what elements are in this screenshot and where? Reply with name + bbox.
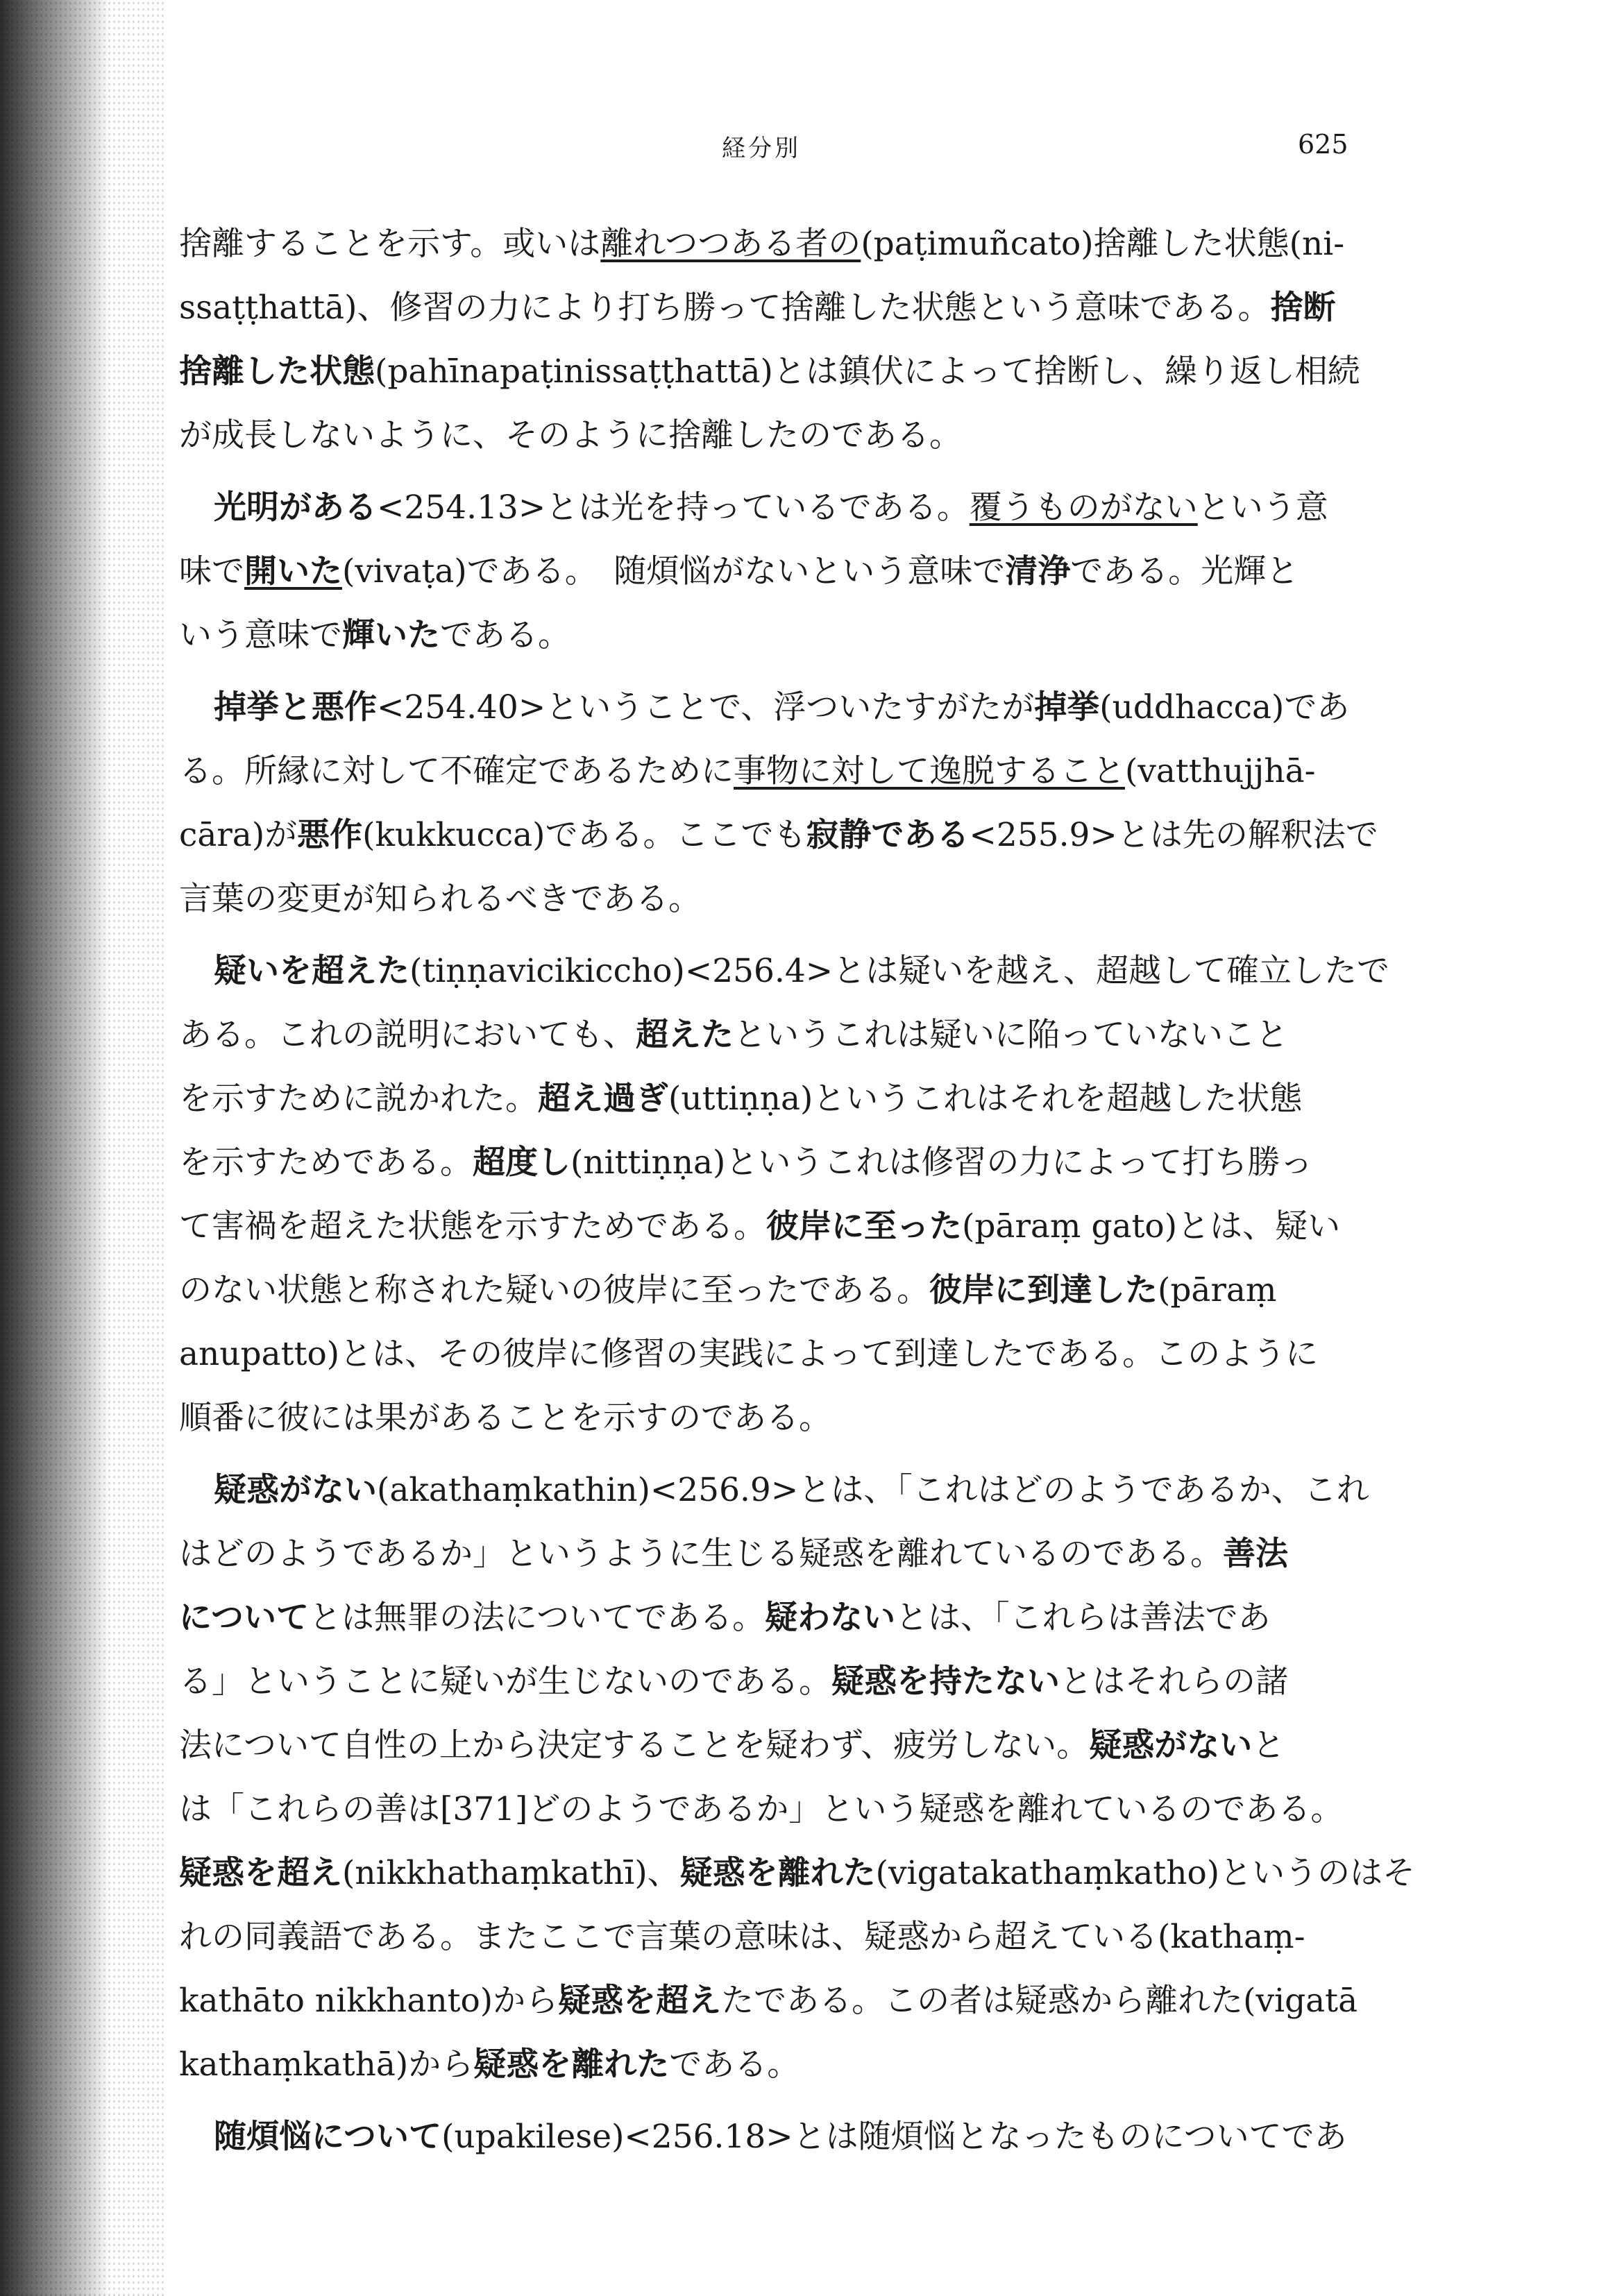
text-run: はどのようであるか」というように生じる疑惑を離れているのである。 — [179, 1535, 1223, 1573]
text-run: (nikkhathaṃkathī)、 — [342, 1854, 680, 1892]
text-run: というこれは疑いに陥っていないこと — [734, 1016, 1288, 1054]
text-run: が成長しないように、そのように捨離したのである。 — [179, 416, 962, 454]
text-run: kathāto nikkhanto)から — [179, 1982, 559, 2020]
text-run: を示すために説かれた。 — [179, 1080, 538, 1118]
text-line — [179, 1905, 1394, 1969]
text-run: 覆うものがない — [969, 488, 1198, 527]
text-line — [179, 212, 1394, 276]
text-run: 超えた — [636, 1016, 734, 1054]
text-line — [179, 276, 1394, 340]
text-run: 輝いた — [342, 616, 440, 654]
text-run: 掉挙と悪作 — [214, 688, 377, 726]
text-run: 開いた — [244, 552, 342, 590]
text-line — [179, 1842, 1416, 1905]
text-run: 善法 — [1223, 1535, 1288, 1573]
text-run: る」ということに疑いが生じないのである。 — [179, 1663, 831, 1701]
text-line — [179, 2033, 1394, 2097]
text-run: (upakilese)<256.18>とは随煩悩となったものについてであ — [441, 2118, 1347, 2156]
text-line — [179, 604, 1394, 667]
text-run: である。光輝と — [1070, 552, 1299, 590]
text-run: <254.40>ということで、浮ついたすがたが — [377, 688, 1035, 726]
text-line — [179, 1650, 1394, 1714]
scan-noise — [0, 0, 167, 2296]
text-run: (kukkucca)である。ここでも — [362, 816, 806, 854]
text-run: 寂静である — [806, 816, 970, 854]
text-run: を示すためである。 — [179, 1143, 473, 1182]
text-run: (vivaṭa)である。 随煩悩がないという意味で — [342, 552, 1006, 590]
text-line — [179, 1586, 1394, 1650]
text-line — [179, 1522, 1394, 1586]
text-line — [179, 803, 1394, 867]
text-run: 法について自性の上から決定することを疑わず、疲労しない。 — [179, 1726, 1090, 1764]
text-run: (pāraṃ — [1158, 1271, 1277, 1309]
text-run: (nittiṇṇa)というこれは修習の力によって打ち勝っ — [570, 1143, 1313, 1182]
text-run: anupatto)とは、その彼岸に修習の実践によって到達したである。このように — [179, 1335, 1319, 1373]
text-line — [179, 2105, 1394, 2169]
text-run: 光明がある — [214, 488, 377, 527]
text-run: 味で — [179, 552, 244, 590]
text-run: とはそれらの諸 — [1060, 1663, 1288, 1701]
text-run: 彼岸に到達した — [929, 1271, 1158, 1309]
text-line — [179, 340, 1394, 404]
text-run: 悪作 — [297, 816, 363, 854]
text-run: いう意味で — [179, 616, 342, 654]
text-line — [179, 867, 1394, 931]
text-run: 順番に彼には果があることを示すのである。 — [179, 1399, 831, 1437]
text-run: 言葉の変更が知られるべきである。 — [179, 880, 701, 918]
text-line — [179, 1459, 1394, 1522]
text-run: (pāraṃ gato)とは、疑い — [962, 1207, 1341, 1245]
text-run: kathaṃkathā)から — [179, 2046, 474, 2084]
text-run: 捨離した状態 — [179, 352, 375, 391]
text-run: 事物に対して逸脱すること — [734, 752, 1125, 790]
running-head: 経分別 — [722, 135, 801, 162]
text-run: 疑惑を超え — [558, 1982, 722, 2020]
text-line — [179, 676, 1394, 740]
text-line — [179, 404, 1394, 468]
text-run: 捨断 — [1270, 289, 1336, 327]
text-run: 疑わない — [765, 1599, 896, 1637]
text-run: 彼岸に至った — [766, 1207, 962, 1245]
text-run: 清浄 — [1005, 552, 1071, 590]
text-line — [179, 1067, 1394, 1131]
text-run: 疑惑を超え — [179, 1854, 342, 1892]
text-run: 離れつつある者の — [600, 225, 861, 263]
text-run: である。 — [440, 616, 570, 654]
text-run: である。 — [669, 2046, 800, 2084]
text-run: (vatthujjhā- — [1125, 752, 1316, 790]
text-run: 超え過ぎ — [538, 1080, 668, 1118]
text-run: とは無罪の法についてである。 — [309, 1599, 766, 1637]
text-run: という意 — [1197, 488, 1328, 527]
text-line — [179, 1714, 1394, 1778]
text-run: (akathaṃkathin)<256.9>とは、「これはどのようであるか、これ — [377, 1471, 1369, 1509]
text-run: ある。これの説明においても、 — [179, 1016, 636, 1054]
text-line — [179, 740, 1394, 803]
text-run: 疑惑がない — [214, 1471, 377, 1509]
text-run: 疑いを超えた — [214, 952, 409, 990]
text-run: と — [1252, 1726, 1285, 1764]
text-run: <254.13>とは光を持っているである。 — [377, 488, 970, 527]
text-run: ssaṭṭhattā)、修習の力により打ち勝って捨離した状態という意味である。 — [179, 289, 1271, 327]
text-run: (tiṇṇavicikiccho)<256.4>とは疑いを越え、超越して確立したで — [409, 952, 1389, 990]
text-run: とは、「これらは善法であ — [895, 1599, 1271, 1637]
text-line — [179, 476, 1394, 540]
text-run: (paṭimuñcato)捨離した状態(ni- — [861, 225, 1345, 263]
text-run: 疑惑を離れた — [679, 1854, 876, 1892]
text-line — [179, 1259, 1394, 1323]
text-run: る。所縁に対して不確定であるために — [179, 752, 734, 790]
page-number: 625 — [1298, 129, 1348, 160]
text-run: 随煩悩について — [214, 2118, 442, 2156]
text-run: 疑惑がない — [1089, 1726, 1253, 1764]
text-line — [179, 1195, 1394, 1259]
text-run: 疑惑を持たない — [831, 1663, 1060, 1701]
text-run: は「これらの善は[371]どのようであるか」という疑惑を離れているのである。 — [179, 1790, 1344, 1828]
text-run: のない状態と称された疑いの彼岸に至ったである。 — [179, 1271, 929, 1309]
text-run: (uttiṇṇa)というこれはそれを超越した状態 — [668, 1080, 1303, 1118]
text-run: (vigatakathaṃkatho)というのはそ — [875, 1854, 1416, 1892]
text-run: (pahīnapaṭinissaṭṭhattā)とは鎮伏によって捨断し、繰り返し相続 — [375, 352, 1360, 391]
text-run: 超度し — [473, 1143, 570, 1182]
text-line — [179, 540, 1394, 604]
text-run: れの同義語である。またここで言葉の意味は、疑惑から超えている(kathaṃ- — [179, 1918, 1305, 1956]
text-line — [179, 1386, 1394, 1450]
text-run: 疑惑を離れた — [473, 2046, 670, 2084]
text-line — [179, 1969, 1394, 2033]
text-line — [179, 1003, 1394, 1067]
text-line — [179, 1778, 1394, 1842]
text-line — [179, 1131, 1394, 1195]
body-text — [179, 212, 1416, 2169]
text-run: て害禍を超えた状態を示すためである。 — [179, 1207, 766, 1245]
text-run: 掉挙 — [1034, 688, 1100, 726]
text-run: (uddhacca)であ — [1099, 688, 1350, 726]
text-run: cāra)が — [179, 816, 298, 854]
text-run: <255.9>とは先の解釈法で — [969, 816, 1378, 854]
text-line — [179, 1323, 1394, 1386]
text-run: について — [179, 1599, 310, 1637]
text-line — [179, 939, 1394, 1003]
text-run: 捨離することを示す。或いは — [179, 225, 601, 263]
text-run: たである。この者は疑惑から離れた(vigatā — [721, 1982, 1358, 2020]
